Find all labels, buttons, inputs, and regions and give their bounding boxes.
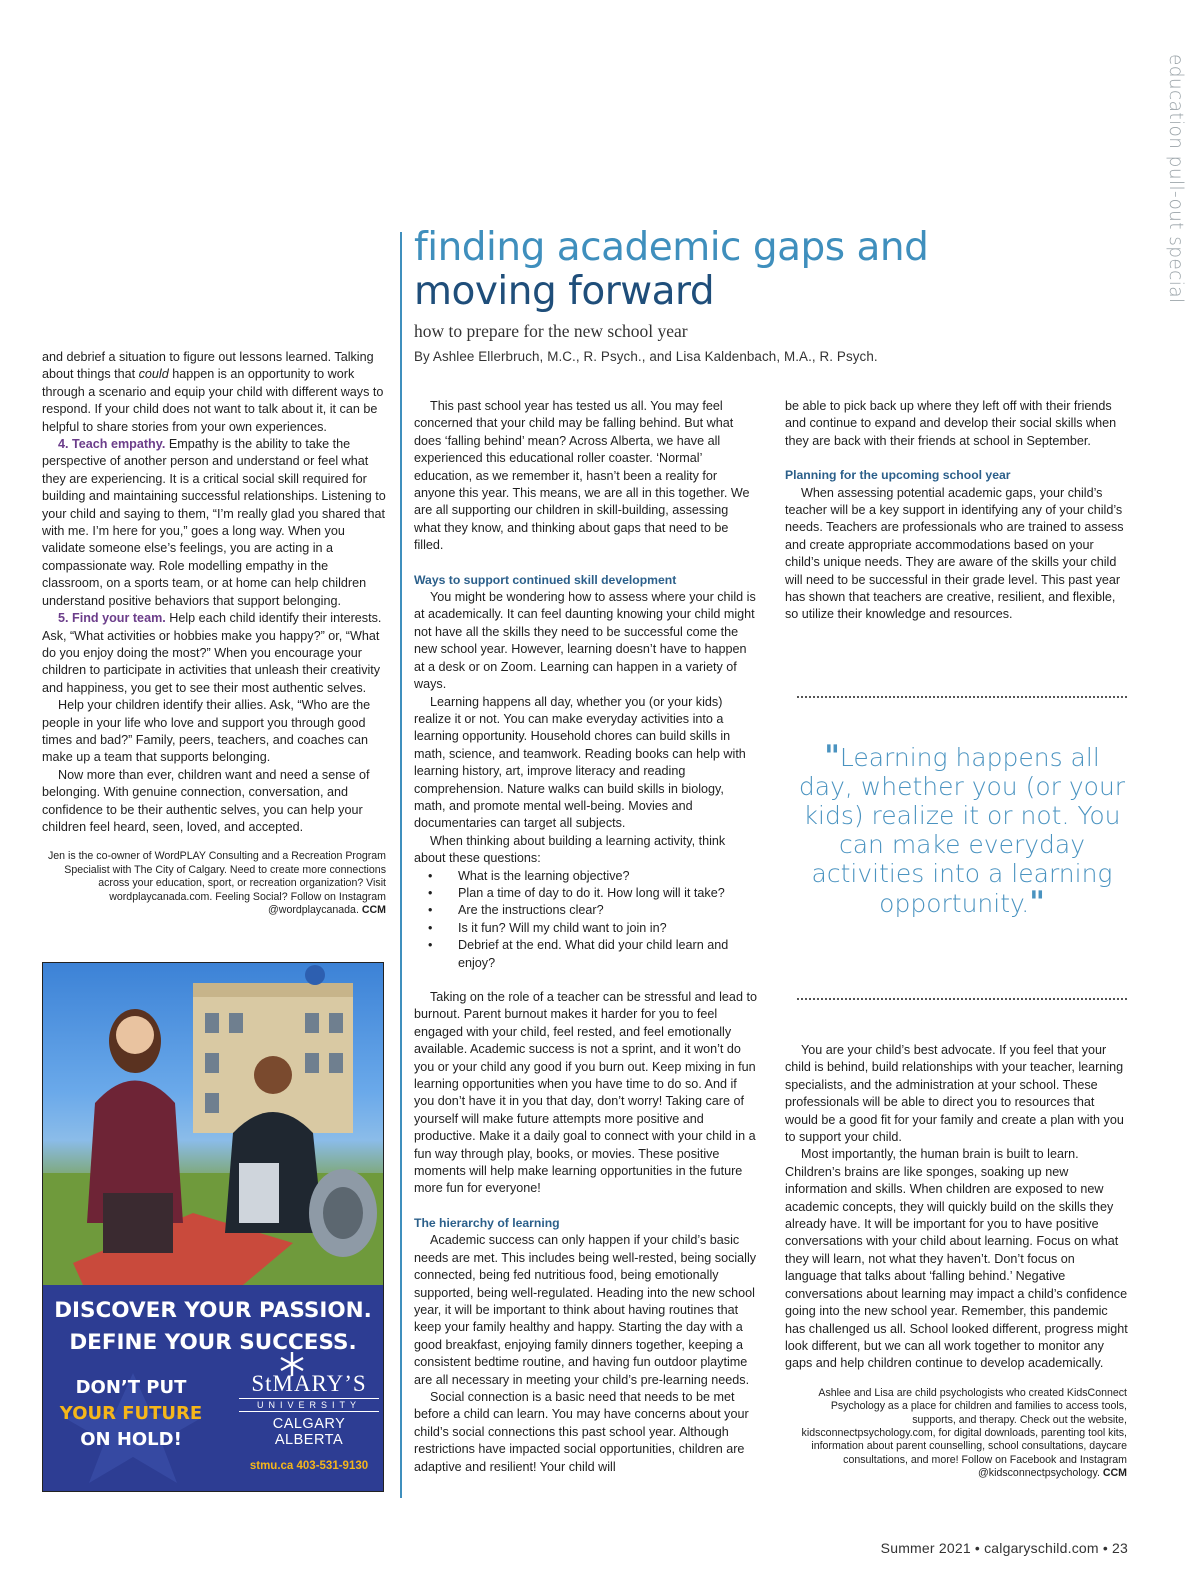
title-rule	[400, 232, 402, 1498]
subhead-planning: Planning for the upcoming school year	[785, 468, 1011, 483]
right-column	[785, 398, 1129, 624]
pull-quote: "Learning happens all day, whether you (or your kids) realize it or not. You can make everyday activities into a learning opportunity."	[798, 739, 1126, 920]
author-bio-right: Ashlee and Lisa are child psychologists who created KidsConnect Psychology as a place for children and families to access tools, supports, and therapy. Check out the website, kidsconnectpsychology.com, for digital downloads, parenting tool kits, information about parent counselling, school consultations, daycare consultations, and more! Follow on Facebook and Instagram @kidsconnectpsychology. CCM	[801, 1386, 1127, 1480]
article-title	[414, 226, 1114, 314]
list-item: • Are the instructions clear?	[458, 902, 758, 919]
list-item: • What is the learning objective?	[458, 868, 758, 885]
open-quote-icon: "	[824, 739, 840, 774]
right-paragraph-2: When assessing potential academic gaps, your child’s teacher will be a key support in identifying any of your child’s needs. Teachers are professionals who are trained to assess and create appropriate accommodations based on your child’s unique needs. They are aware of the skills your child will need to be successful in their grade level. This past year has shown that teachers are creative, resilient, and flexible, so utilize their knowledge and resources.	[785, 485, 1124, 622]
mid-paragraph-7: Social connection is a basic need that needs to be met before a child can learn. You may have concerns about your child’s social connections this past school year. Although restrictions have impacted social opportunities, children are adaptive and resilient! Your child will	[414, 1389, 749, 1474]
left-paragraph-belonging: Now more than ever, children want and need a sense of belonging. With genuine connection, conversation, and confidence to be their authentic selves, you can help your children feel heard, seen, loved, and accepted.	[42, 767, 370, 834]
list-item: • Debrief at the end. What did your child learn and enjoy?	[458, 937, 758, 972]
page-footer: Summer 2021 • calgaryschild.com • 23	[880, 1540, 1128, 1556]
middle-column	[414, 398, 758, 1476]
left-paragraph-team: 5. Find your team. Help each child identify their interests. Ask, “What activities or hobbies make you happy?” or, “What do you enjoy doing the most?” When you encourage your children to participate in activities that unleash their creativity and happiness, you get to see their most authentic selves.	[42, 611, 382, 695]
section-tag: education pull-out special	[1165, 54, 1186, 304]
ad-headline: DISCOVER YOUR PASSION. DEFINE YOUR SUCCESS.	[54, 1298, 372, 1355]
right-paragraph-3: You are your child’s best advocate. If you feel that your child is behind, build relationships with your teacher, learning specialists, and the administration at your school. These professionals will be able to direct you to resources that would be a good fit for your family and create a plan with you to support your child.	[785, 1043, 1124, 1145]
ccm-mark: CCM	[1102, 1467, 1127, 1480]
subhead-skill-development: Ways to support continued skill development	[414, 572, 677, 587]
title-line-1: finding academic gaps and	[414, 225, 929, 270]
st-marys-logo: StMARY’S UNIVERSITY CALGARY ALBERTA	[239, 1369, 379, 1448]
right-column-lower	[785, 1042, 1129, 1481]
ad-contact[interactable]: stmu.ca 403-531-9130	[249, 1460, 369, 1472]
right-paragraph-1: be able to pick back up where they left off with their friends and continue to expand and develop their social skills when they are back with their friends at school in September.	[785, 399, 1117, 448]
ccm-mark: CCM	[361, 904, 386, 916]
st-marys-advertisement[interactable]	[42, 962, 384, 1492]
subhead-hierarchy: The hierarchy of learning	[414, 1215, 560, 1230]
ad-photo	[43, 963, 383, 1285]
tip-5-heading: 5. Find your team.	[58, 611, 166, 626]
list-item: • Plan a time of day to do it. How long will it take?	[458, 885, 758, 902]
ad-panel	[43, 1285, 383, 1492]
tip-4-heading: 4. Teach empathy.	[58, 437, 166, 452]
author-bio-left: Jen is the co-owner of WordPLAY Consulting and a Recreation Program Specialist with The City of Calgary. Need to create more connections across your education, sport, or recreation organization? Visit wordplaycanada.com. Feeling Social? Follow on Instagram @wordplaycanada. CCM	[47, 850, 386, 916]
pullquote-bottom-rule	[797, 998, 1127, 1000]
pullquote-top-rule	[797, 696, 1127, 698]
question-list	[414, 868, 758, 972]
mid-paragraph-3: Learning happens all day, whether you (or your kids) realize it or not. You can make everyday activities into a learning opportunity. Household chores can build skills in math, science, and teamwork. Reading books can help with learning history, art, improve literacy and reading comprehension. Nature walks can build skills in biology, math, and promote mental well-being. Movies and documentaries can target all subjects.	[414, 694, 746, 831]
mid-paragraph-2: You might be wondering how to assess where your child is at academically. It can feel daunting knowing your child might not have all the skills they need to be successful come the new school year. However, learning doesn’t have to happen at a desk or on Zoom. Learning can happen in a variety of ways.	[414, 590, 756, 692]
title-line-2: moving forward	[414, 269, 715, 314]
list-item: • Is it fun? Will my child want to join in?	[458, 920, 758, 937]
ad-call-to-action: DON’T PUT YOUR FUTURE ON HOLD!	[59, 1377, 203, 1450]
left-paragraph-allies: Help your children identify their allies. Ask, “Who are the people in your life who love and support you through good times and bad?” Family, peers, teachers, and coaches can make up a team that supports belonging.	[42, 698, 371, 765]
mid-paragraph-6: Academic success can only happen if your child’s basic needs are met. This includes being well-rested, being socially connected, being fed nutritious food, being emotionally supported, being well-regulated. Heading into the new school year, it will be important to think about having routines that keep your family healthy and happy. Starting the day with a good breakfast, enjoying family dinners together, keeping a consistent bedtime routine, and having fun outdoor playtime are all necessary in meeting your child’s pre-learning needs.	[414, 1233, 757, 1387]
students-photo-illustration	[43, 963, 383, 1285]
article-byline: By Ashlee Ellerbruch, M.C., R. Psych., and Lisa Kaldenbach, M.A., R. Psych.	[414, 349, 878, 364]
mid-paragraph-4: When thinking about building a learning activity, think about these questions:	[414, 833, 726, 866]
left-paragraph-1: and debrief a situation to figure out lessons learned. Talking about things that could happen is an opportunity to work through a scenario and equip your child with different ways to respond. If your child does not want to talk about it, it can be helpful to share stories from your own experiences.	[42, 350, 384, 434]
snowflake-icon	[279, 1351, 305, 1377]
close-quote-icon: "	[1029, 885, 1045, 920]
left-paragraph-empathy: 4. Teach empathy. Empathy is the ability to take the perspective of another person and understand or feel what they are experiencing. It is a critical social skill required for building and maintaining successful relationships. Listening to your child and saying to them, “I’m really glad you shared that with me. I’m here for you,” goes a long way. When you validate someone else’s feelings, you are acting in a compassionate way. Role modelling empathy in the classroom, on a sports team, or at home can help children understand positive behaviors that support belonging.	[42, 437, 386, 608]
mid-paragraph-5: Taking on the role of a teacher can be stressful and lead to burnout. Parent burnout makes it harder for you to feel engaged with your child, feel rested, and feel emotionally available. Academic success is not a sprint, and it won’t do you or your child any good if you burn out. Keep mixing in fun learning opportunities when you have time to do so. And if you don’t have it in you that day, don’t worry! Taking care of yourself will make future attempts more positive and productive. Make it a daily goal to connect with your child in a fun way through play, books, or movies. These positive moments will help make learning opportunities in the future more fun for everyone!	[414, 990, 757, 1196]
left-column	[42, 349, 386, 917]
article-subtitle: how to prepare for the new school year	[414, 321, 688, 341]
mid-paragraph-1: This past school year has tested us all. You may feel concerned that your child may be falling behind. But what does ‘falling behind’ mean? Across Alberta, we have all experienced this educational roller coaster. ‘Normal’ education, as we remember it, hasn’t been a reality for anyone this year. This means, we are all in this together. We are all supporting our children in skill-building, assessing what they know, and thinking about gaps that need to be filled.	[414, 399, 750, 553]
right-paragraph-4: Most importantly, the human brain is built to learn. Children’s brains are like sponges, soaking up new information and skills. When children are exposed to new academic concepts, they will quickly build on the skills they already have. It will be important for you to have positive conversations with your child about learning. Focus on what they will learn, not what they haven’t. Don’t focus on language that talks about ‘falling behind.’ Negative conversations about learning may impact a child’s confidence going into the new school year. Remember, this pandemic has challenged us all. School looked different, progress might look different, but we can all work together to monitor any gaps and help children continue to develop academically.	[785, 1147, 1128, 1371]
